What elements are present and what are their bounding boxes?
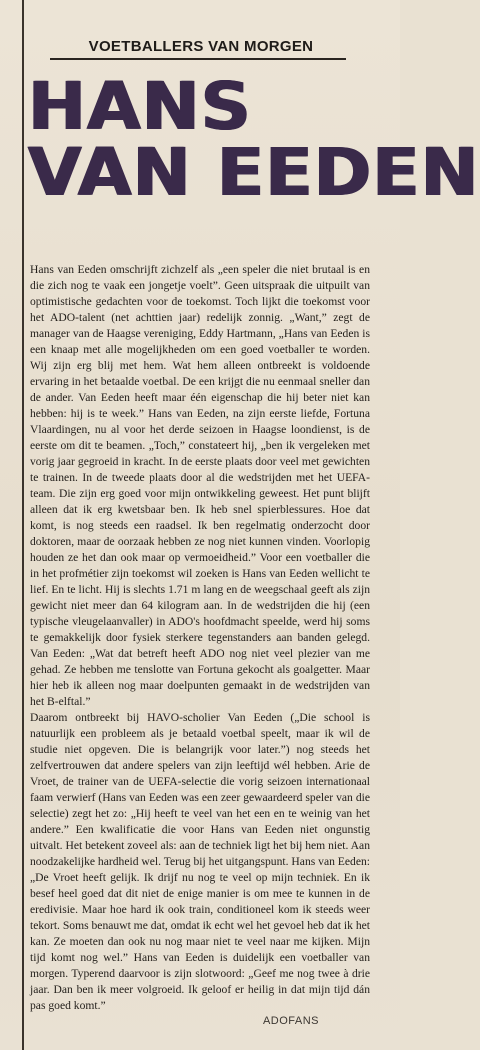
article-title <box>28 68 480 211</box>
section-kicker: VOETBALLERS VAN MORGEN <box>88 38 314 55</box>
article-body <box>30 262 370 1014</box>
article-paragraph-2: Daarom ontbreekt bij HAVO-scholier Van Eeden („Die school is natuurlijk een probleem als je betaald voetbal speelt, maar ik wil de studie niet opgeven. Die is belangrijk voor later.”) nog steeds het zelfvertrouwen dat andere spelers van zijn leeftijd wél hebben. Arie de Vroet, de trainer van de UEFA-selectie die vorig seizoen internationaal faam verwierf (Hans van Eeden was een zeer gewaardeerd speler van die selectie) zegt het zo: „Hij heeft te veel van het een en te weinig van het andere.” Een kwalificatie die voor Hans van Eeden niet ongunstig uitvalt. Het betekent zoveel als: aan de techniek ligt het bij hem niet. Aan noodzakelijke hardheid wel. Terug bij het uitgangspunt. Hans van Eeden: „De Vroet heeft gelijk. Ik drijf nu nog te veel op mijn techniek. En ik besef heel goed dat dit niet de enige manier is om mee te kunnen in de eredivisie. Maar hoe hard ik ook train, conditioneel kom ik steeds weer tekort. Soms benauwt me dat, omdat ik echt wel het gevoel heb dat ik het kan. Ze moeten dan ook nu nog maar niet te veel naar me kijken. Mijn tijd komt nog wel.” Hans van Eeden is duidelijk een voetballer van morgen. Typerend daarvoor is zijn slotwoord: „Geef me nog twee à drie jaar. Dan ben ik meer volgroeid. Ik geloof er heilig in dat mijn tijd dán pas goed komt.” <box>30 711 370 1012</box>
article-paragraph-1: Hans van Eeden omschrijft zichzelf als „een speler die niet brutaal is en die zich nog te vaak een jongetje voelt”. Geen uitspraak die uitpuilt van optimistische gedachten voor de toekomst. Toch lijkt die toekomst voor het ADO-talent (net achttien jaar) redelijk zonnig. „Want,” zegt de manager van de Haagse vereniging, Eddy Hartmann, „Hans van Eeden is een knaap met alle mogelijkheden om een goed voetballer te worden. Wij zijn erg blij met hem. Wat hem alleen ontbreekt is voldoende ervaring in het betaalde voetbal. De een krijgt die nu eenmaal sneller dan de ander. Van Eeden heeft maar één eigenschap die hij beter niet kan hebben: hij is te week.” Hans van Eeden, na zijn eerste liefde, Fortuna Vlaardingen, nu al voor het derde seizoen in Haagse loondienst, is de eerste om dit te beamen. „Toch,” constateert hij, „ben ik vergeleken met vorig jaar gegroeid in kracht. In de eerste plaats door veel met gewichten te trainen. In de tweede plaats door al die wedstrijden met het UEFA-team. Die zijn erg goed voor mijn ontwikkeling geweest. Het punt blijft alleen dat ik erg kwetsbaar ben. Ik heb snel spierblessures. Hoe dat komt, is nog steeds een raadsel. Ik ben regelmatig onderzocht door doktoren, maar de oorzaak hebben ze nog niet kunnen vinden. Voorlopig houden ze het dan ook maar op vermoeidheid.” Voor een voetballer die in het profmétier zijn toekomst wil zoeken is Hans van Eeden wellicht te lief. En te licht. Hij is slechts 1.71 m lang en de weegschaal geeft als zijn gewicht niet meer dan 64 kilogram aan. In de wedstrijden die hij (een typische vleugelaanvaller) in ADO's hoofdmacht speelde, werd hij soms te gemakkelijk door fysiek sterkere tegenstanders aan banden gelegd. Van Eeden: „Wat dat betreft heeft ADO nog niet veel plezier van me gehad. Ze hebben me tenslotte van Fortuna gekocht als goalgetter. Maar hier heb ik alleen nog maar doelpunten gemaakt in de wedstrijden van het B-elftal.” <box>30 263 370 708</box>
title-line-1: HANS <box>28 68 252 145</box>
kicker-underline <box>50 58 346 60</box>
left-column-rule <box>22 0 24 1050</box>
title-line-2: VAN EEDEN <box>28 134 480 211</box>
source-credit: ADOFANS <box>262 1015 320 1027</box>
